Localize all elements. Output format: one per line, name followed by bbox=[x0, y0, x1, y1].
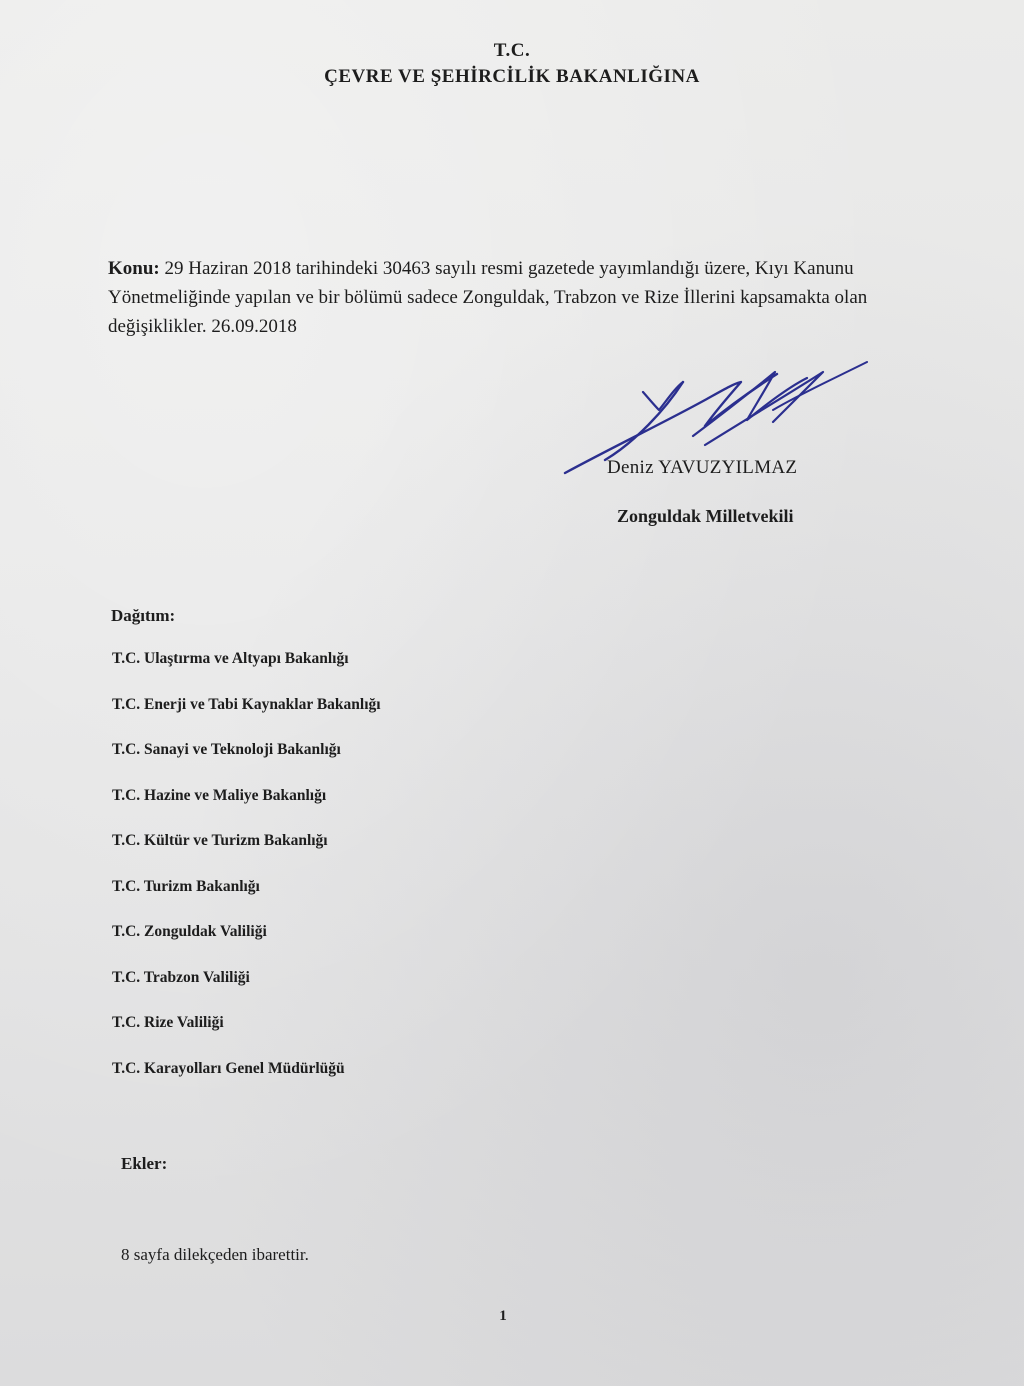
subject-text: 29 Haziran 2018 tarihindeki 30463 sayılı resmi gazetede yayımlandığı üzere, Kıyı Kanunu Yönetmeliğinde yapılan ve bir bölümü sadece Zonguldak, Trabzon ve Rize İllerini kapsamakta olan değişiklikler. 26.09.2018 bbox=[108, 258, 868, 337]
distribution-label: Dağıtım: bbox=[111, 606, 176, 625]
distribution-item: T.C. Turizm Bakanlığı bbox=[112, 877, 260, 895]
header-tc: T.C. bbox=[493, 40, 531, 61]
distribution-item: T.C. Ulaştırma ve Altyapı Bakanlığı bbox=[112, 650, 349, 667]
distribution-item: T.C. Sanayi ve Teknoloji Bakanlığı bbox=[112, 741, 341, 758]
signer-name: Deniz YAVUZYILMAZ bbox=[607, 457, 798, 478]
distribution-item: T.C. Karayolları Genel Müdürlüğü bbox=[112, 1059, 345, 1077]
distribution-item: T.C. Hazine ve Maliye Bakanlığı bbox=[112, 786, 327, 804]
subject-label: Konu: bbox=[108, 258, 160, 279]
attachments-note: 8 sayfa dilekçeden ibarettir. bbox=[121, 1245, 309, 1264]
distribution-item: T.C. Rize Valiliği bbox=[112, 1014, 224, 1031]
header-ministry: ÇEVRE VE ŞEHİRCİLİK BAKANLIĞINA bbox=[324, 66, 700, 87]
distribution-item: T.C. Enerji ve Tabi Kaynaklar Bakanlığı bbox=[112, 695, 381, 713]
distribution-item: T.C. Kültür ve Turizm Bakanlığı bbox=[112, 832, 328, 849]
distribution-item: T.C. Trabzon Valiliği bbox=[112, 968, 250, 986]
attachments-label: Ekler: bbox=[121, 1154, 168, 1173]
distribution-item: T.C. Zonguldak Valiliği bbox=[112, 923, 267, 940]
page-number: 1 bbox=[499, 1308, 507, 1324]
distribution-list bbox=[112, 650, 381, 1105]
signer-title: Zonguldak Milletvekili bbox=[617, 506, 794, 526]
subject-paragraph bbox=[108, 254, 878, 341]
